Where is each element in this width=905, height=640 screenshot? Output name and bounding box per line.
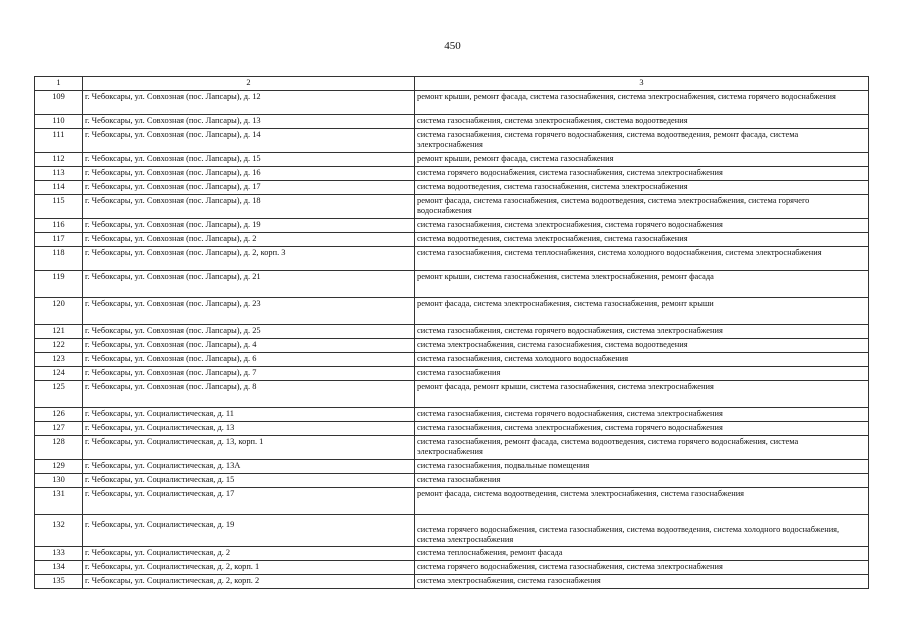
row-address: г. Чебоксары, ул. Совхозная (пос. Лапсары), д. 12 (83, 91, 415, 115)
row-number: 123 (35, 353, 83, 367)
row-address: г. Чебоксары, ул. Социалистическая, д. 13А (83, 460, 415, 474)
row-number: 117 (35, 233, 83, 247)
row-works: система газоснабжения, система электроснабжения, система горячего водоснабжения (415, 219, 869, 233)
repair-table (34, 76, 869, 589)
row-address: г. Чебоксары, ул. Совхозная (пос. Лапсары), д. 6 (83, 353, 415, 367)
row-number: 130 (35, 474, 83, 488)
table-row (35, 515, 869, 547)
row-address: г. Чебоксары, ул. Социалистическая, д. 2 (83, 547, 415, 561)
row-works: система водоотведения, система газоснабжения, система электроснабжения (415, 181, 869, 195)
row-works: ремонт фасада, система водоотведения, система электроснабжения, система газоснабжения (415, 488, 869, 515)
table-row (35, 219, 869, 233)
row-number: 126 (35, 408, 83, 422)
table-row (35, 91, 869, 115)
row-works: система газоснабжения, подвальные помещения (415, 460, 869, 474)
row-number: 120 (35, 298, 83, 325)
row-works: система газоснабжения, система горячего водоснабжения, система электроснабжения (415, 325, 869, 339)
row-works: система теплоснабжения, ремонт фасада (415, 547, 869, 561)
row-address: г. Чебоксары, ул. Совхозная (пос. Лапсары), д. 4 (83, 339, 415, 353)
table-row (35, 195, 869, 219)
table-row (35, 153, 869, 167)
row-number: 135 (35, 575, 83, 589)
column-header-1: 1 (35, 77, 83, 91)
row-address: г. Чебоксары, ул. Социалистическая, д. 13, корп. 1 (83, 436, 415, 460)
row-address: г. Чебоксары, ул. Совхозная (пос. Лапсары), д. 21 (83, 271, 415, 298)
row-number: 134 (35, 561, 83, 575)
row-works: система газоснабжения (415, 367, 869, 381)
row-number: 119 (35, 271, 83, 298)
column-header-2: 2 (83, 77, 415, 91)
row-number: 128 (35, 436, 83, 460)
row-address: г. Чебоксары, ул. Совхозная (пос. Лапсары), д. 2 (83, 233, 415, 247)
table-row (35, 381, 869, 408)
row-address: г. Чебоксары, ул. Совхозная (пос. Лапсары), д. 16 (83, 167, 415, 181)
table-row (35, 422, 869, 436)
row-address: г. Чебоксары, ул. Совхозная (пос. Лапсары), д. 2, корп. 3 (83, 247, 415, 271)
table-row (35, 547, 869, 561)
row-works: ремонт фасада, система газоснабжения, система водоотведения, система электроснабжения, система горячего водоснабжения (415, 195, 869, 219)
row-works: система горячего водоснабжения, система газоснабжения, система электроснабжения (415, 167, 869, 181)
row-address: г. Чебоксары, ул. Социалистическая, д. 2, корп. 2 (83, 575, 415, 589)
table-row (35, 488, 869, 515)
row-number: 121 (35, 325, 83, 339)
table-row (35, 298, 869, 325)
row-number: 133 (35, 547, 83, 561)
row-works: система газоснабжения, система электроснабжения, система горячего водоснабжения (415, 422, 869, 436)
row-works: система газоснабжения, система горячего водоснабжения, система электроснабжения (415, 408, 869, 422)
table-body (35, 91, 869, 589)
table-header-row (35, 77, 869, 91)
row-number: 127 (35, 422, 83, 436)
row-works: система газоснабжения, ремонт фасада, система водоотведения, система горячего водоснабжения, система электроснабжения (415, 436, 869, 460)
table-row (35, 325, 869, 339)
row-address: г. Чебоксары, ул. Совхозная (пос. Лапсары), д. 15 (83, 153, 415, 167)
row-number: 111 (35, 129, 83, 153)
row-works: система водоотведения, система электроснабжения, система газоснабжения (415, 233, 869, 247)
table-row (35, 339, 869, 353)
row-works: система газоснабжения (415, 474, 869, 488)
page-number: 450 (444, 40, 461, 52)
row-works: система газоснабжения, система горячего водоснабжения, система водоотведения, ремонт фасада, система электроснабжения (415, 129, 869, 153)
table-row (35, 129, 869, 153)
row-works: система электроснабжения, система газоснабжения (415, 575, 869, 589)
table-row (35, 367, 869, 381)
row-works: система горячего водоснабжения, система газоснабжения, система водоотведения, система холодного водоснабжения, система электроснабжения (415, 515, 869, 547)
row-number: 116 (35, 219, 83, 233)
row-number: 114 (35, 181, 83, 195)
row-address: г. Чебоксары, ул. Социалистическая, д. 15 (83, 474, 415, 488)
row-number: 115 (35, 195, 83, 219)
row-address: г. Чебоксары, ул. Социалистическая, д. 19 (83, 515, 415, 547)
row-works: система газоснабжения, система холодного водоснабжения (415, 353, 869, 367)
table-row (35, 181, 869, 195)
row-address: г. Чебоксары, ул. Совхозная (пос. Лапсары), д. 19 (83, 219, 415, 233)
row-address: г. Чебоксары, ул. Совхозная (пос. Лапсары), д. 17 (83, 181, 415, 195)
table-row (35, 561, 869, 575)
table-row (35, 460, 869, 474)
row-works: система электроснабжения, система газоснабжения, система водоотведения (415, 339, 869, 353)
row-address: г. Чебоксары, ул. Социалистическая, д. 13 (83, 422, 415, 436)
table-row (35, 474, 869, 488)
table-row (35, 575, 869, 589)
row-number: 109 (35, 91, 83, 115)
row-address: г. Чебоксары, ул. Совхозная (пос. Лапсары), д. 8 (83, 381, 415, 408)
table-row (35, 353, 869, 367)
row-works: ремонт крыши, ремонт фасада, система газоснабжения (415, 153, 869, 167)
row-works: ремонт фасада, система электроснабжения, система газоснабжения, ремонт крыши (415, 298, 869, 325)
row-address: г. Чебоксары, ул. Совхозная (пос. Лапсары), д. 18 (83, 195, 415, 219)
row-works: система горячего водоснабжения, система газоснабжения, система электроснабжения (415, 561, 869, 575)
table-row (35, 233, 869, 247)
row-number: 132 (35, 515, 83, 547)
table-row (35, 408, 869, 422)
row-works: система газоснабжения, система электроснабжения, система водоотведения (415, 115, 869, 129)
row-number: 125 (35, 381, 83, 408)
row-address: г. Чебоксары, ул. Социалистическая, д. 17 (83, 488, 415, 515)
row-address: г. Чебоксары, ул. Совхозная (пос. Лапсары), д. 7 (83, 367, 415, 381)
row-number: 110 (35, 115, 83, 129)
row-number: 112 (35, 153, 83, 167)
row-number: 124 (35, 367, 83, 381)
column-header-3: 3 (415, 77, 869, 91)
row-number: 122 (35, 339, 83, 353)
row-works: ремонт крыши, система газоснабжения, система электроснабжения, ремонт фасада (415, 271, 869, 298)
row-works: ремонт фасада, ремонт крыши, система газоснабжения, система электроснабжения (415, 381, 869, 408)
row-address: г. Чебоксары, ул. Совхозная (пос. Лапсары), д. 13 (83, 115, 415, 129)
row-address: г. Чебоксары, ул. Совхозная (пос. Лапсары), д. 23 (83, 298, 415, 325)
row-address: г. Чебоксары, ул. Совхозная (пос. Лапсары), д. 25 (83, 325, 415, 339)
table-row (35, 167, 869, 181)
row-works: ремонт крыши, ремонт фасада, система газоснабжения, система электроснабжения, система горячего водоснабжения (415, 91, 869, 115)
table-row (35, 115, 869, 129)
row-address: г. Чебоксары, ул. Социалистическая, д. 2, корп. 1 (83, 561, 415, 575)
row-works: система газоснабжения, система теплоснабжения, система холодного водоснабжения, система электроснабжения (415, 247, 869, 271)
row-number: 118 (35, 247, 83, 271)
row-number: 113 (35, 167, 83, 181)
table-row (35, 247, 869, 271)
row-number: 131 (35, 488, 83, 515)
table-row (35, 436, 869, 460)
table-row (35, 271, 869, 298)
row-address: г. Чебоксары, ул. Социалистическая, д. 11 (83, 408, 415, 422)
row-number: 129 (35, 460, 83, 474)
row-address: г. Чебоксары, ул. Совхозная (пос. Лапсары), д. 14 (83, 129, 415, 153)
